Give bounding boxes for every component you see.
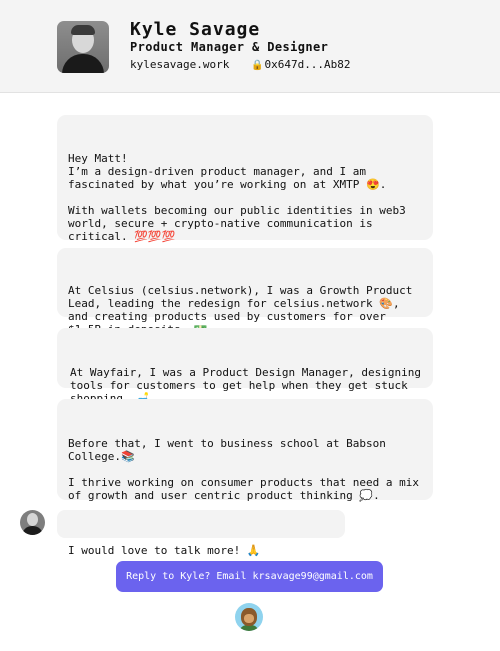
profile-name: Kyle Savage: [130, 19, 261, 40]
profile-avatar: [57, 21, 109, 73]
message-bubble: [57, 510, 345, 557]
reply-email-button[interactable]: Reply to Kyle? Email krsavage99@gmail.com: [116, 561, 383, 592]
message-bubble: [57, 399, 433, 500]
message-text: Hey Matt! I’m a design-driven product manager, and I am fascinated by what you’re working on at XMTP 😍. With wallets becoming our public identities in web3 world, secure + crypto-native communication is critical. 💯💯💯: [68, 152, 406, 243]
message-text: Before that, I went to business school at Babson College.📚 I thrive working on consumer products that need a mix of growth and user centric product thinking 💭.: [68, 437, 419, 502]
wallet-address[interactable]: [251, 58, 351, 71]
sender-avatar: [20, 510, 45, 535]
profile-title: Product Manager & Designer: [130, 40, 329, 54]
avatar-shoulders: [62, 54, 104, 73]
message-text: At Wayfair, I was a Product Design Manager, designing tools for customers to get help when they get stuck: [70, 366, 421, 392]
website-link[interactable]: kylesavage.work: [130, 58, 230, 71]
message-bubble: [57, 328, 433, 392]
message-bubble: [57, 115, 433, 243]
message-text: At Celsius (celsius.network), I was a Growth Product Lead, leading the redesign for celsius.network 🎨, and creating products used by customers for over: [68, 284, 413, 323]
avatar-head: [27, 513, 38, 526]
avatar-shoulders: [22, 526, 43, 535]
lock-icon: 🔒: [251, 60, 264, 71]
nft-ape-avatar: [235, 603, 263, 631]
avatar-hair: [71, 25, 95, 35]
ape-face: [244, 614, 254, 623]
message-bubble: [57, 248, 433, 323]
profile-header: [0, 0, 500, 93]
message-text: I would love to talk more! 🙏: [68, 544, 261, 557]
wallet-address-text: 0x647d...Ab82: [264, 58, 351, 71]
